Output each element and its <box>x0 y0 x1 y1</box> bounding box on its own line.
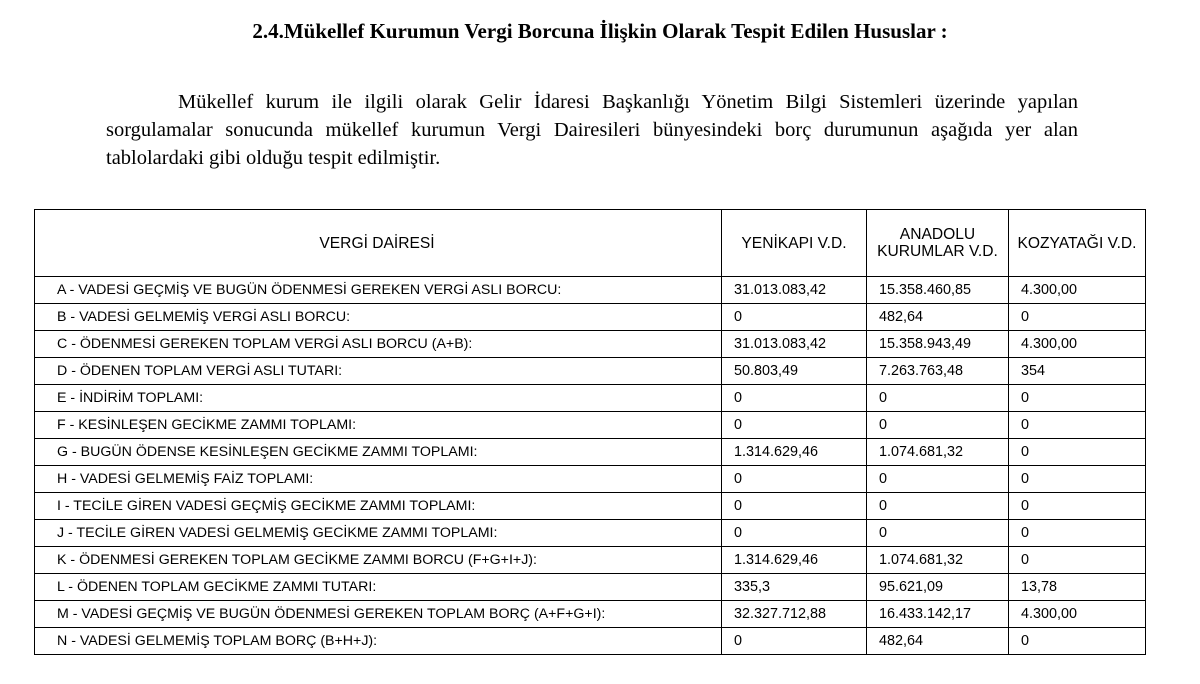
table-row <box>35 493 1146 520</box>
cell-yenikapi: 1.314.629,46 <box>722 547 867 574</box>
intro-paragraph-text: Mükellef kurum ile ilgili olarak Gelir İdaresi Başkanlığı Yönetim Bilgi Sistemleri üzerinde yapılan sorgulamalar sonucunda mükellef kurumun Vergi Dairesileri bünyesindeki borç durumunun aşağıda yer alan tablolardaki gibi olduğu tespit edilmiştir. <box>106 91 1078 169</box>
cell-anadolu-kurumlar: 15.358.460,85 <box>867 277 1009 304</box>
table-row <box>35 358 1146 385</box>
cell-yenikapi: 31.013.083,42 <box>722 331 867 358</box>
cell-kozyatagi: 0 <box>1009 493 1146 520</box>
cell-anadolu-kurumlar: 1.074.681,32 <box>867 439 1009 466</box>
cell-anadolu-kurumlar: 0 <box>867 493 1009 520</box>
cell-kozyatagi: 4.300,00 <box>1009 277 1146 304</box>
row-label: H - VADESİ GELMEMİŞ FAİZ TOPLAMI: <box>35 466 722 493</box>
table-row <box>35 412 1146 439</box>
row-label: G - BUGÜN ÖDENSE KESİNLEŞEN GECİKME ZAMMI TOPLAMI: <box>35 439 722 466</box>
cell-anadolu-kurumlar: 0 <box>867 520 1009 547</box>
cell-anadolu-kurumlar: 16.433.142,17 <box>867 601 1009 628</box>
cell-kozyatagi: 0 <box>1009 520 1146 547</box>
cell-yenikapi: 32.327.712,88 <box>722 601 867 628</box>
header-tax-office: VERGİ DAİRESİ <box>35 210 722 277</box>
cell-kozyatagi: 0 <box>1009 385 1146 412</box>
section-heading: 2.4.Mükellef Kurumun Vergi Borcuna İlişkin Olarak Tespit Edilen Hususlar : <box>252 19 948 43</box>
cell-yenikapi: 335,3 <box>722 574 867 601</box>
row-label: A - VADESİ GEÇMİŞ VE BUGÜN ÖDENMESİ GEREKEN VERGİ ASLI BORCU: <box>35 277 722 304</box>
cell-anadolu-kurumlar: 482,64 <box>867 304 1009 331</box>
cell-kozyatagi: 4.300,00 <box>1009 331 1146 358</box>
cell-anadolu-kurumlar: 482,64 <box>867 628 1009 655</box>
cell-kozyatagi: 0 <box>1009 628 1146 655</box>
cell-yenikapi: 1.314.629,46 <box>722 439 867 466</box>
table-row <box>35 628 1146 655</box>
header-anadolu-kurumlar: ANADOLU KURUMLAR V.D. <box>867 210 1009 277</box>
header-kozyatagi: KOZYATAĞI V.D. <box>1009 210 1146 277</box>
intro-paragraph <box>106 88 1078 172</box>
cell-yenikapi: 0 <box>722 412 867 439</box>
cell-anadolu-kurumlar: 0 <box>867 466 1009 493</box>
cell-kozyatagi: 0 <box>1009 412 1146 439</box>
cell-anadolu-kurumlar: 7.263.763,48 <box>867 358 1009 385</box>
cell-yenikapi: 0 <box>722 304 867 331</box>
table-row <box>35 520 1146 547</box>
cell-anadolu-kurumlar: 1.074.681,32 <box>867 547 1009 574</box>
table-row <box>35 331 1146 358</box>
row-label: E - İNDİRİM TOPLAMI: <box>35 385 722 412</box>
cell-kozyatagi: 4.300,00 <box>1009 601 1146 628</box>
row-label: K - ÖDENMESİ GEREKEN TOPLAM GECİKME ZAMMI BORCU (F+G+I+J): <box>35 547 722 574</box>
table-row <box>35 601 1146 628</box>
cell-yenikapi: 50.803,49 <box>722 358 867 385</box>
tax-debt-table <box>34 209 1146 655</box>
cell-yenikapi: 0 <box>722 628 867 655</box>
table-body <box>35 277 1146 655</box>
cell-anadolu-kurumlar: 0 <box>867 385 1009 412</box>
cell-kozyatagi: 0 <box>1009 439 1146 466</box>
row-label: I - TECİLE GİREN VADESİ GEÇMİŞ GECİKME ZAMMI TOPLAMI: <box>35 493 722 520</box>
cell-kozyatagi: 0 <box>1009 466 1146 493</box>
cell-kozyatagi: 0 <box>1009 547 1146 574</box>
table-row <box>35 547 1146 574</box>
cell-kozyatagi: 354 <box>1009 358 1146 385</box>
row-label: N - VADESİ GELMEMİŞ TOPLAM BORÇ (B+H+J): <box>35 628 722 655</box>
row-label: F - KESİNLEŞEN GECİKME ZAMMI TOPLAMI: <box>35 412 722 439</box>
table-header-row <box>35 210 1146 277</box>
cell-anadolu-kurumlar: 95.621,09 <box>867 574 1009 601</box>
cell-anadolu-kurumlar: 0 <box>867 412 1009 439</box>
header-yenikapi: YENİKAPI V.D. <box>722 210 867 277</box>
row-label: C - ÖDENMESİ GEREKEN TOPLAM VERGİ ASLI BORCU (A+B): <box>35 331 722 358</box>
table-row <box>35 439 1146 466</box>
row-label: B - VADESİ GELMEMİŞ VERGİ ASLI BORCU: <box>35 304 722 331</box>
table-row <box>35 277 1146 304</box>
cell-yenikapi: 0 <box>722 466 867 493</box>
cell-kozyatagi: 13,78 <box>1009 574 1146 601</box>
row-label: D - ÖDENEN TOPLAM VERGİ ASLI TUTARI: <box>35 358 722 385</box>
cell-yenikapi: 0 <box>722 385 867 412</box>
table-row <box>35 304 1146 331</box>
table-row <box>35 385 1146 412</box>
cell-yenikapi: 31.013.083,42 <box>722 277 867 304</box>
cell-yenikapi: 0 <box>722 520 867 547</box>
cell-kozyatagi: 0 <box>1009 304 1146 331</box>
row-label: L - ÖDENEN TOPLAM GECİKME ZAMMI TUTARI: <box>35 574 722 601</box>
cell-yenikapi: 0 <box>722 493 867 520</box>
table-row <box>35 466 1146 493</box>
row-label: J - TECİLE GİREN VADESİ GELMEMİŞ GECİKME ZAMMI TOPLAMI: <box>35 520 722 547</box>
cell-anadolu-kurumlar: 15.358.943,49 <box>867 331 1009 358</box>
table-row <box>35 574 1146 601</box>
row-label: M - VADESİ GEÇMİŞ VE BUGÜN ÖDENMESİ GEREKEN TOPLAM BORÇ (A+F+G+I): <box>35 601 722 628</box>
